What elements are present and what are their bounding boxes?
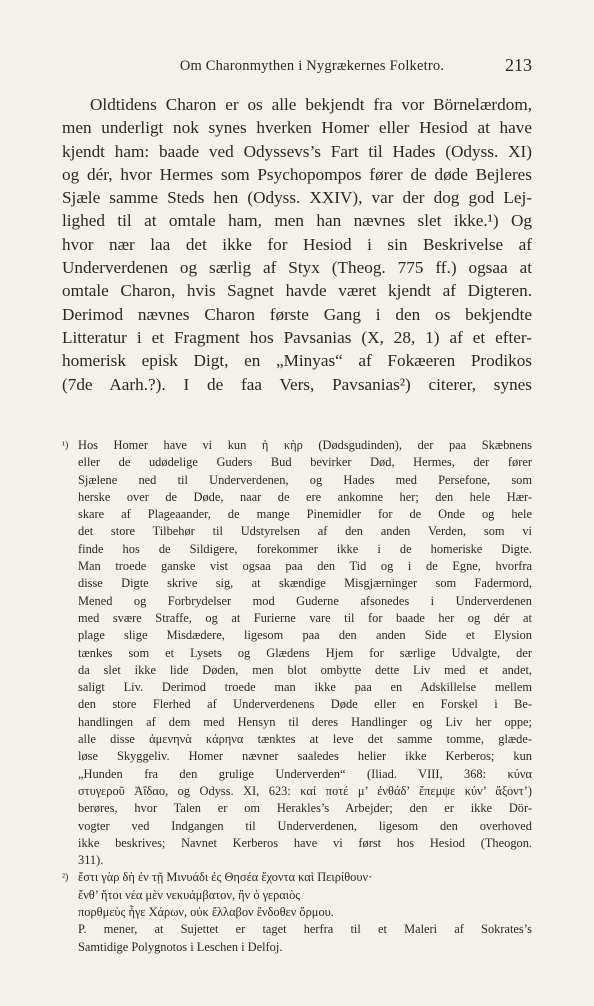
footnote-line: στυγεροῦ Ἀΐδαο, og Odyss. XI, 623: καί ποτέ μ’ ἐνθάδ’ ἔπεμψε κύν’ ἄξοντ’) <box>78 783 532 798</box>
text-line: hvor nær laa det ikke for Hesiod i sin Beskrivelse af <box>62 234 532 254</box>
text-line: og dér, hvor Hermes som Psychopompos fører de døde Bejleres <box>62 164 532 184</box>
text-line: Oldtidens Charon er os alle bekjendt fra vor Börnelærdom, <box>90 95 532 114</box>
text-line: lighed til at omtale ham, men han nævnes slet ikke.¹) Og <box>62 211 532 231</box>
text-line: Underverdenen og særlig af Styx (Theog. 775 ff.) ogsaa at <box>62 258 532 278</box>
footnote-line: vogter ved Indgangen til Underverdenen, ligesom den overhoved <box>78 818 532 833</box>
text-line: Litteratur i et Fragment hos Pavsanias (X, 28, 1) af et efter- <box>62 327 532 347</box>
footnote-line: skare af Plageaander, de mange Pinemidler for de Onde og hele <box>78 507 532 522</box>
footnote-line: P. mener, at Sujettet er taget herfra til et Maleri af Sokrates’s <box>78 922 532 937</box>
footnote-line: Hos Homer have vi kun ἡ κὴρ (Dødsgudinden), der paa Skæbnens <box>78 438 532 452</box>
footnote-line: det store Tilbehør til Udstyrelsen af den anden Verden, som vi <box>78 524 532 539</box>
footnote-line: tænkes som et Lysets og Glædens Hjem for særlige Udvalgte, der <box>78 645 532 660</box>
text-line: kjendt ham: baade ved Odyssevs’s Fart til Hades (Odyss. XI) <box>62 141 532 161</box>
footnote-line: handlingen af dem med Hensyn til deres Handlinger og Liv her oppe; <box>78 714 532 729</box>
footnote-line: 311). <box>78 853 104 868</box>
footnote-line: ἔνθ’ ἤτοι νέα μὲν νεκυάμβατον, ἣν ὁ γεραιὸς <box>78 887 301 902</box>
footnote-line: disse Digte skrive sig, at skændige Misgjærninger som Fadermord, <box>78 576 532 591</box>
text-line: omtale Charon, hvis Sagnet havde været kjendt af Digteren. <box>62 281 532 301</box>
text-line: Sjæle samme Steds hen (Odyss. XXIV), var der dog god Lej- <box>62 188 532 208</box>
footnote-line: berøres, hvor Talen er om Herakles’s Arbejder; den er ikke Dör- <box>78 801 532 816</box>
body-paragraph <box>62 93 532 396</box>
page-number: 213 <box>505 55 532 75</box>
text-line: Derimod nævnes Charon første Gang i den os bekjendte <box>62 304 532 324</box>
footnote-marker: ²) <box>62 872 69 884</box>
footnote-line: plage slige Misdædere, ligesom paa den anden Side et Elysion <box>78 628 532 643</box>
footnote-marker: ¹) <box>62 440 69 451</box>
running-title: Om Charonmythen i Nygrækernes Folketro. <box>179 58 445 74</box>
footnote-line: „Hunden fra den grulige Underverden“ (Iliad. VIII, 368: κύνα <box>78 766 532 781</box>
footnote-line: løse Skyggeliv. Homer nævner saaledes helier ikke Kerberos; kun <box>78 749 532 764</box>
text-line: homerisk episk Digt, en „Minyas“ af Fokæeren Prodikos <box>62 351 532 371</box>
footnote-line: saligt Liv. Derimod troede man ikke paa en Adskillelse mellem <box>78 680 532 695</box>
text-line: (7de Aarh.?). I de faa Vers, Pavsanias²) citerer, synes <box>62 374 532 394</box>
footnote-line: med svære Straffe, og at Furierne vare til for baade her og dér at <box>78 610 532 625</box>
footnote-line: Sjælene ned til Underverdenen, og Hades med Persefone, som <box>78 472 532 487</box>
footnote-line: den store Flerhed af Underverdenens Døde eller en Forskel i Be- <box>78 697 532 712</box>
footnote-line: alle disse ἀμενηνὰ κάρηνα tænktes at leve det samme tomme, glæde- <box>78 732 532 747</box>
footnote-line: da slet ikke lide Døden, men blot ombytte dette Liv med et andet, <box>78 662 532 677</box>
footnote-line: πορθμεὺς ἦγε Χάρων, οὐκ ἔλλαβον ἔνδοθεν ὅρμου. <box>78 905 334 920</box>
footnote-line: Mened og Forbrydelser mod Guderne afsonedes i Underverdenen <box>78 593 532 608</box>
footnote-line: Samtidige Polygnotos i Leschen i Delfoj. <box>78 939 283 954</box>
text-line: men underligt nok synes hverken Homer eller Hesiod at have <box>62 118 532 138</box>
footnote-1 <box>62 437 532 869</box>
footnote-line: eller de udødelige Guders Bud bevirker Død, Hermes, der fører <box>78 455 532 470</box>
footnote-line: herske over de Døde, naar de ere ankomne her; den hele Hær- <box>78 489 532 504</box>
footnote-line: finde hos de Sildigere, forekommer ikke i de homeriske Digte. <box>78 541 532 556</box>
running-header <box>62 55 532 80</box>
footnote-line: Man troede ganske vist ogsaa paa den Tid og i de Egne, hvorfra <box>78 559 532 574</box>
footnote-line: ἔστι γὰρ δὴ ἐν τῇ Μινυάδι ἐς Θησέα ἔχοντα καὶ Πειρίθουν· <box>78 870 373 885</box>
footnotes <box>62 437 532 956</box>
footnote-2 <box>62 869 532 955</box>
footnote-line: ikke beskrives; Navnet Kerberos have vi først hos Hesiod (Theogon. <box>78 835 532 850</box>
